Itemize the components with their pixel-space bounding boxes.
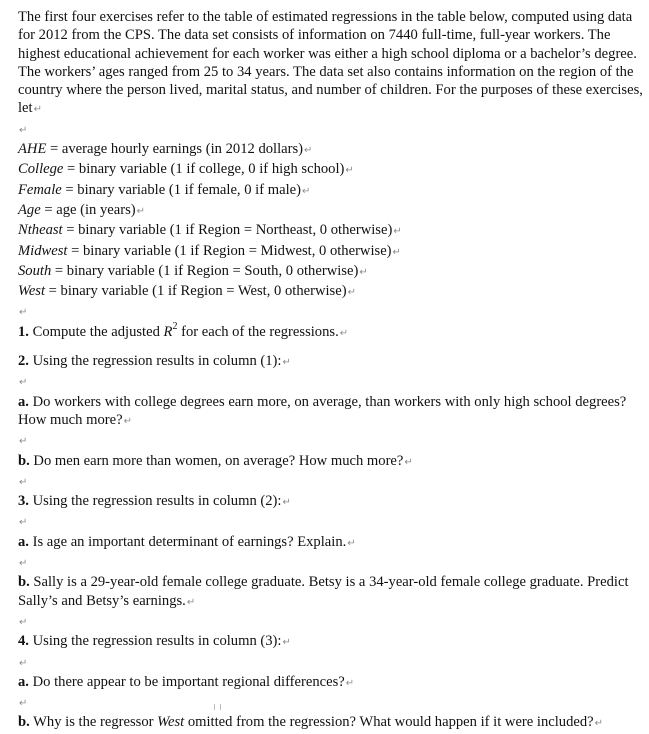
definition-college xyxy=(18,160,643,180)
definition-ahe xyxy=(18,140,643,160)
question-text: Do men earn more than women, on average? How much more? xyxy=(29,452,404,469)
paragraph-mark-icon: ↵ xyxy=(359,266,368,278)
empty-line xyxy=(18,472,643,492)
definition-age xyxy=(18,201,643,221)
paragraph-mark-icon: ↵ xyxy=(393,226,402,238)
definition-text: = binary variable (1 if Region = Midwest, 0 otherwise) xyxy=(67,242,392,259)
question-number: a. xyxy=(18,673,29,690)
empty-line xyxy=(18,120,643,140)
paragraph-mark-icon: ↵ xyxy=(301,185,311,197)
paragraph-mark-icon: ↵ xyxy=(282,497,291,509)
var-name: AHE xyxy=(18,141,47,158)
question-number: 4. xyxy=(18,633,29,650)
document-body xyxy=(18,8,643,734)
paragraph-mark-icon: ↵ xyxy=(339,327,349,339)
paragraph-mark-icon: ↵ xyxy=(304,145,313,157)
question-text: omitted from the regression? What would happen if it were included? xyxy=(184,714,594,731)
question-2b xyxy=(18,452,643,472)
question-3b xyxy=(18,573,643,612)
paragraph-mark-icon: ↵ xyxy=(123,415,132,427)
question-4 xyxy=(18,632,643,652)
empty-line xyxy=(18,653,643,673)
intro-text: The first four exercises refer to the table of estimated regressions in the table below, computed using data for 2012 from the CPS. The data set consists of information on 7440 full-time, full-year workers. The highest educational achievement for each worker was either a high school diploma or a bachelor’s degree. The workers’ ages ranged from 25 to 34 years. The data set also contains information on the region of the country where the person lived, marital status, and number of children. For the purposes of these exercises, let xyxy=(18,9,643,117)
paragraph-mark-icon: ↵ xyxy=(345,165,354,177)
definition-west xyxy=(18,282,643,302)
paragraph-mark-icon: ↵ xyxy=(19,616,28,628)
paragraph-mark-icon: ↵ xyxy=(404,456,413,468)
question-number: b. xyxy=(18,452,30,469)
question-1 xyxy=(18,320,643,343)
var-name: Female xyxy=(18,181,62,198)
intro-paragraph xyxy=(18,8,643,120)
definition-female xyxy=(18,181,643,201)
paragraph-mark-icon: ↵ xyxy=(345,677,355,689)
empty-line xyxy=(18,693,643,713)
var-name: Midwest xyxy=(18,242,68,259)
paragraph-mark-icon: ↵ xyxy=(186,596,196,608)
var-name: West xyxy=(18,283,46,300)
definition-midwest xyxy=(18,242,643,262)
paragraph-mark-icon: ↵ xyxy=(594,718,604,730)
paragraph-mark-icon: ↵ xyxy=(19,657,28,669)
question-3a xyxy=(18,533,643,553)
var-name: West xyxy=(157,714,185,731)
paragraph-mark-icon: ↵ xyxy=(347,537,356,549)
question-number: 1. xyxy=(18,323,29,340)
empty-line xyxy=(18,612,643,632)
empty-line xyxy=(18,512,643,532)
question-number: 2. xyxy=(18,353,29,370)
definition-ntheast xyxy=(18,221,643,241)
question-3 xyxy=(18,492,643,512)
question-4a xyxy=(18,673,643,693)
paragraph-mark-icon: ↵ xyxy=(19,377,28,389)
definition-text: = average hourly earnings (in 2012 dollars) xyxy=(46,141,304,158)
var-name: Age xyxy=(18,201,41,218)
paragraph-mark-icon: ↵ xyxy=(19,476,28,488)
paragraph-mark-icon: ↵ xyxy=(33,104,42,116)
paragraph-mark-icon: ↵ xyxy=(19,307,28,319)
spacer xyxy=(18,343,643,352)
r-symbol: R xyxy=(163,323,173,340)
paragraph-mark-icon: ↵ xyxy=(19,517,28,529)
paragraph-mark-icon: ↵ xyxy=(19,124,28,136)
definition-south xyxy=(18,262,643,282)
empty-line xyxy=(18,372,643,392)
paragraph-mark-icon: ↵ xyxy=(282,357,291,369)
question-text: Using the regression results in column (1): xyxy=(28,353,282,370)
question-number: b. xyxy=(18,574,30,591)
question-text: Why is the regressor xyxy=(29,714,158,731)
definition-text: = binary variable (1 if Region = Northeast, 0 otherwise) xyxy=(62,222,393,239)
question-text: Using the regression results in column (2): xyxy=(28,493,282,510)
empty-line xyxy=(18,553,643,573)
paragraph-mark-icon: ↵ xyxy=(282,637,291,649)
question-2a xyxy=(18,393,643,432)
definition-text: = binary variable (1 if Region = South, 0 otherwise) xyxy=(51,262,359,279)
paragraph-mark-icon: ↵ xyxy=(136,205,146,217)
question-text: Using the regression results in column (3): xyxy=(28,633,282,650)
question-text: Sally is a 29-year-old female college graduate. Betsy is a 34-year-old female college graduate. Predict Sally’s and Betsy’s earnings. xyxy=(18,574,629,609)
var-name: Ntheast xyxy=(18,222,63,239)
definition-text: = binary variable (1 if Region = West, 0 otherwise) xyxy=(45,283,347,300)
question-2 xyxy=(18,352,643,372)
paragraph-mark-icon: ↵ xyxy=(347,287,356,299)
question-text: Is age an important determinant of earnings? Explain. xyxy=(28,533,347,550)
definitions-list xyxy=(18,140,643,302)
question-number: a. xyxy=(18,533,29,550)
var-name: College xyxy=(18,161,64,178)
question-text: Compute the adjusted xyxy=(28,323,164,340)
question-number: b. xyxy=(18,714,30,731)
empty-line xyxy=(18,302,643,322)
paragraph-mark-icon: ↵ xyxy=(19,698,28,710)
definition-text: = binary variable (1 if college, 0 if high school) xyxy=(63,161,345,178)
superscript: 2 xyxy=(172,320,178,332)
question-text: Do there appear to be important regional differences? xyxy=(28,673,345,690)
definition-text: = binary variable (1 if female, 0 if male) xyxy=(61,181,301,198)
page-edge-mark xyxy=(220,704,221,710)
question-text: Do workers with college degrees earn more, on average, than workers with only high school degrees? How much more? xyxy=(18,393,627,428)
question-number: 3. xyxy=(18,493,29,510)
paragraph-mark-icon: ↵ xyxy=(19,436,28,448)
paragraph-mark-icon: ↵ xyxy=(19,558,28,570)
var-name: South xyxy=(18,262,52,279)
paragraph-mark-icon: ↵ xyxy=(392,246,401,258)
question-text: for each of the regressions. xyxy=(177,323,339,340)
definition-text: = age (in years) xyxy=(40,201,136,218)
question-number: a. xyxy=(18,393,29,410)
question-4b xyxy=(18,713,643,733)
page-edge-mark xyxy=(214,704,215,710)
empty-line xyxy=(18,431,643,451)
